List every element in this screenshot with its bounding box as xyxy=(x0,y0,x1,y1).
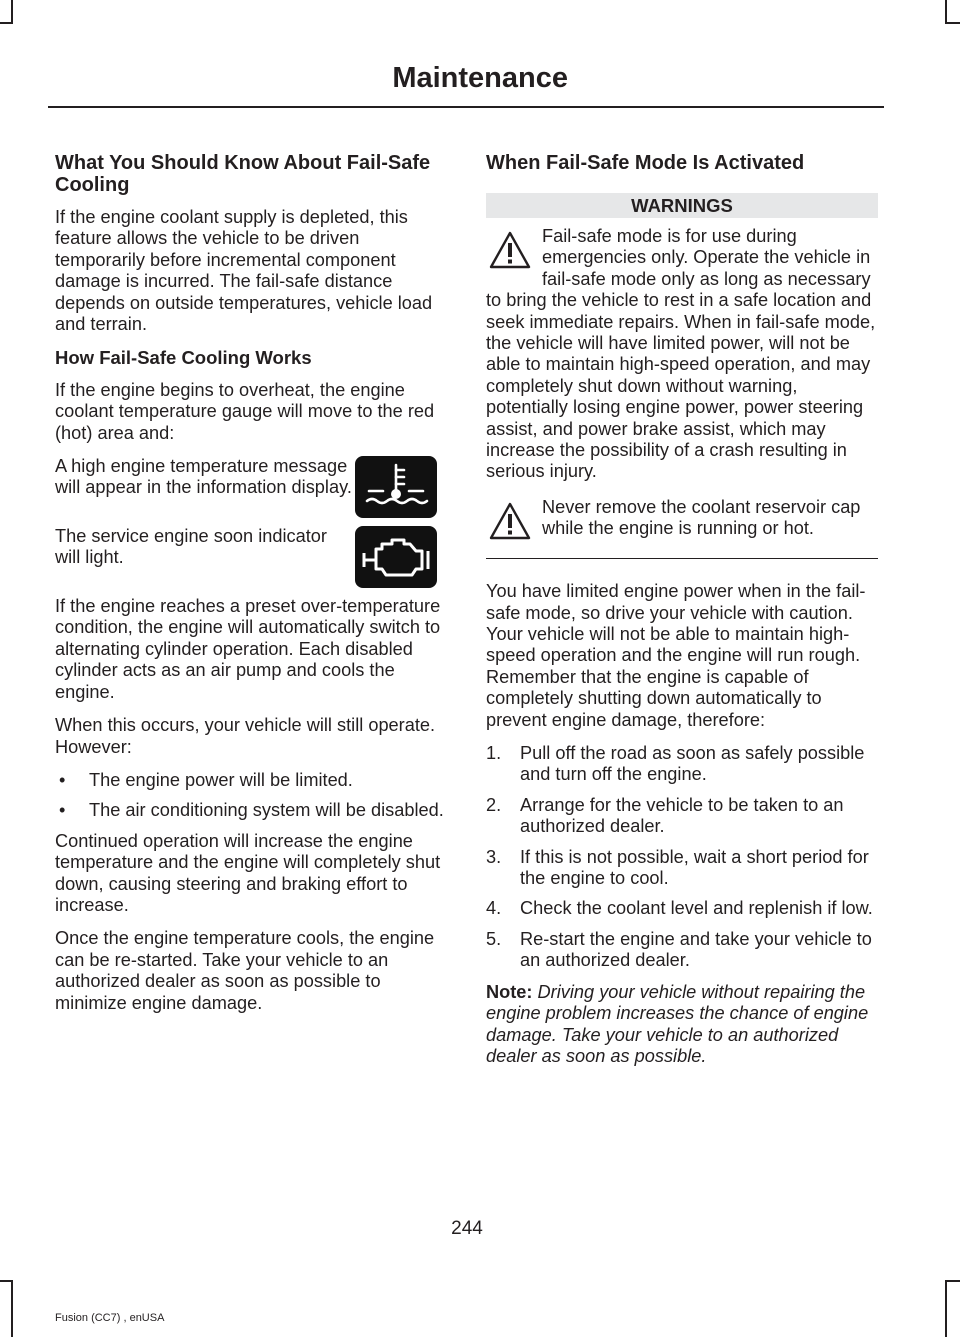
fail-safe-cooling-heading: What You Should Know About Fail-Safe Cooling xyxy=(55,152,431,196)
header-rule xyxy=(48,106,884,108)
step-number: 1. xyxy=(486,743,502,764)
warnings-end-rule xyxy=(486,558,878,560)
indicator-row xyxy=(55,526,447,588)
bullet-mark: • xyxy=(59,800,66,821)
preset-temperature-paragraph: If the engine reaches a preset over-temperature condition, the engine will automatically switch to alternating cylinder operation. Each disabled cylinder acts as an air pump and cools the engine. xyxy=(55,596,441,702)
effects-list xyxy=(55,770,447,822)
step-text: Pull off the road as soon as safely possible and turn off the engine. xyxy=(520,743,865,785)
indicator-row xyxy=(55,456,447,518)
list-item xyxy=(55,770,447,791)
overheat-paragraph: If the engine begins to overheat, the engine coolant temperature gauge will move to the red (hot) area and: xyxy=(55,379,435,443)
step-number: 3. xyxy=(486,846,502,867)
section-title: Maintenance xyxy=(392,62,568,94)
warning-text: Fail-safe mode is for use during emergencies only. Operate the vehicle in fail-safe mode only as long as necessary to bring the vehicle to rest in a safe location and seek immediate repairs. When in fail-safe mode, the vehicle will have limited power, will not be able to maintain high-speed operation, and may completely shut down without warning, potentially losing engine power, power steering assist, and power brake assist, which may increase the possibility of a crash resulting in serious injury. xyxy=(486,226,876,482)
crop-mark xyxy=(11,1280,13,1337)
note-label: Note: xyxy=(486,981,533,1002)
when-occurs-paragraph: When this occurs, your vehicle will still operate. However: xyxy=(55,715,436,757)
note-paragraph xyxy=(486,982,878,1068)
document-id: Fusion (CC7) , enUSA xyxy=(55,1312,165,1324)
intro-paragraph: If the engine coolant supply is depleted, this feature allows the vehicle to be driven temporarily before incremental component damage is incurred. The fail-safe distance depends on outside temperatures, vehicle load and terrain. xyxy=(55,207,433,335)
list-item xyxy=(486,898,878,919)
step-number: 2. xyxy=(486,794,502,815)
warnings-header: WARNINGS xyxy=(486,193,878,218)
list-item xyxy=(486,743,878,786)
step-text: Arrange for the vehicle to be taken to an authorized dealer. xyxy=(520,794,844,837)
service-engine-soon-icon xyxy=(355,526,437,588)
step-text: Check the coolant level and replenish if low. xyxy=(520,898,873,919)
bullet-mark: • xyxy=(59,769,66,790)
indicator-text: The service engine soon indicator will light. xyxy=(55,526,327,568)
list-item xyxy=(55,800,447,821)
warning-block xyxy=(486,497,878,554)
crop-mark xyxy=(945,1280,960,1282)
step-number: 4. xyxy=(486,898,502,919)
left-column xyxy=(55,140,447,1026)
warning-text: Never remove the coolant reservoir cap while the engine is running or hot. xyxy=(542,496,861,539)
indicator-text: A high engine temperature message will appear in the information display. xyxy=(55,456,352,498)
list-item xyxy=(486,795,878,838)
list-item xyxy=(486,929,878,972)
warning-triangle-icon xyxy=(488,501,532,541)
crop-mark xyxy=(11,0,13,24)
once-cools-paragraph: Once the engine temperature cools, the engine can be re-started. Take your vehicle to an authorized dealer as soon as possible to minimize engine damage. xyxy=(55,928,435,1013)
engine-coolant-temperature-icon xyxy=(355,456,437,518)
page-number: 244 xyxy=(451,1218,483,1239)
list-item-text: The engine power will be limited. xyxy=(89,769,353,790)
crop-mark xyxy=(945,0,947,24)
continued-operation-paragraph: Continued operation will increase the engine temperature and the engine will completely shut down, causing steering and braking effort to increase. xyxy=(55,830,441,915)
steps-list xyxy=(486,743,878,972)
right-column xyxy=(486,140,878,1079)
crop-mark xyxy=(0,1280,12,1282)
step-number: 5. xyxy=(486,928,502,949)
crop-mark xyxy=(945,1280,947,1337)
limited-power-paragraph: You have limited engine power when in the fail-safe mode, so drive your vehicle with caution. Your vehicle will not be able to maintain high-speed operation and the engine will run rough. Remember that the engine is capable of completely shutting down automatically to prevent engine damage, therefore: xyxy=(486,581,866,730)
how-it-works-heading: How Fail-Safe Cooling Works xyxy=(55,347,312,369)
warning-triangle-icon xyxy=(488,230,532,270)
list-item xyxy=(486,847,878,890)
fail-safe-mode-heading: When Fail-Safe Mode Is Activated xyxy=(486,152,805,174)
warning-block xyxy=(486,226,878,497)
step-text: Re-start the engine and take your vehicle to an authorized dealer. xyxy=(520,928,872,971)
crop-mark xyxy=(0,22,12,24)
crop-mark xyxy=(945,22,960,24)
step-text: If this is not possible, wait a short period for the engine to cool. xyxy=(520,846,869,889)
note-text: Driving your vehicle without repairing the engine problem increases the chance of engine damage. Take your vehicle to an authorized dealer as soon as possible. xyxy=(486,981,869,1066)
list-item-text: The air conditioning system will be disabled. xyxy=(89,800,444,821)
